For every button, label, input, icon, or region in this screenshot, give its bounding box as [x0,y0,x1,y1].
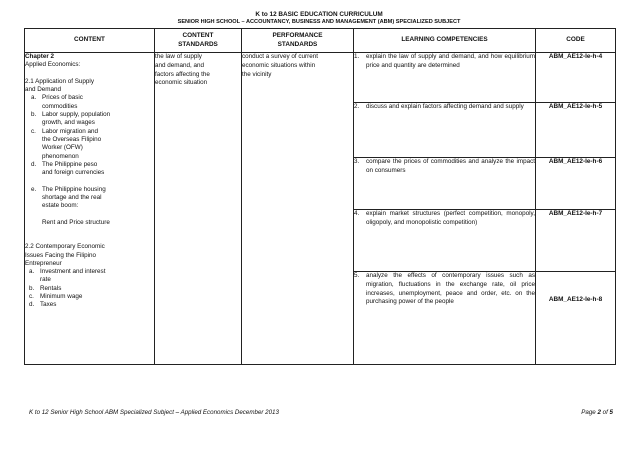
list-item: d. Taxes [29,301,57,309]
list-item: c. Labor migration and the Overseas Filipino Worker (OFW) phenomenon [31,127,102,160]
code-cell: ABM_AE12-Ie-h-5 [536,103,616,158]
section-title: and Demand [25,86,62,94]
list-item: a. Investment and interest rate [29,268,106,284]
table-header-row [25,29,616,53]
footer-text: K to 12 Senior High School ABM Specialized Subject – Applied Economics December 2013 [29,409,279,416]
list-item: e. The Philippine housing shortage and the real estate boom: Rent and Price structure [31,185,110,226]
competency-cell: 4. explain market structures (perfect competition, monopoly, oligopoly, and monopolistic competition) [354,210,536,272]
competency-cell: 5. analyze the effects of contemporary issues such as migration, fluctuations in the exchange rate, oil price increases, unemployment, peace and order, etc. on the purchasing power of the people [354,272,536,365]
list-item: a. Prices of basic commodities [31,94,83,110]
code-cell: ABM_AE12-Ie-h-6 [536,158,616,210]
competency-cell: 3. compare the prices of commodities and analyze the impact on consumers [354,158,536,210]
section-title: Issues Facing the Filipino [25,251,97,259]
col-header-content-standards: CONTENT STANDARDS [155,29,242,53]
section-title: 2.1 Application of Supply [25,77,94,85]
section-title: Entrepreneur [25,259,62,267]
col-header-performance-standards: PERFORMANCE STANDARDS [242,29,354,53]
competency-cell: 2. discuss and explain factors affecting demand and supply [354,103,536,158]
competency-cell: 1. explain the law of supply and demand, and how equilibrium price and quantity are determined [354,53,536,103]
list-item: b. Labor supply, population growth, and wages [31,111,111,127]
performance-standards-cell: conduct a survey of current economic situations within the vicinity [242,53,354,365]
content-standards-cell: the law of supply and demand, and factors affecting the economic situation [155,53,242,365]
col-header-code: CODE [536,29,616,53]
curriculum-subtitle: SENIOR HIGH SCHOOL – ACCOUNTANCY, BUSINESS AND MANAGEMENT (ABM) SPECIALIZED SUBJECT [177,19,461,25]
table-row [25,53,616,103]
chapter-label: Chapter 2 [25,53,55,60]
content-cell [25,53,155,365]
chapter-title: Applied Economics: [25,61,81,69]
code-cell: ABM_AE12-Ie-h-8 [536,272,616,365]
code-cell: ABM_AE12-Ie-h-4 [536,53,616,103]
list-item: c. Minimum wage [29,293,83,301]
rent-price-line: Rent and Price structure [42,218,110,226]
curriculum-title: K to 12 BASIC EDUCATION CURRICULUM [255,11,383,18]
code-cell: ABM_AE12-Ie-h-7 [536,210,616,272]
curriculum-table [24,28,616,365]
section-title: 2.2 Contemporary Economic [25,243,105,251]
page-number: Page 2 of 5 [581,409,613,416]
col-header-content: CONTENT [25,29,155,53]
list-item: d. The Philippine peso and foreign currencies [31,160,105,177]
col-header-learning-competencies: LEARNING COMPETENCIES [354,29,536,53]
list-item: b. Rentals [29,284,62,292]
